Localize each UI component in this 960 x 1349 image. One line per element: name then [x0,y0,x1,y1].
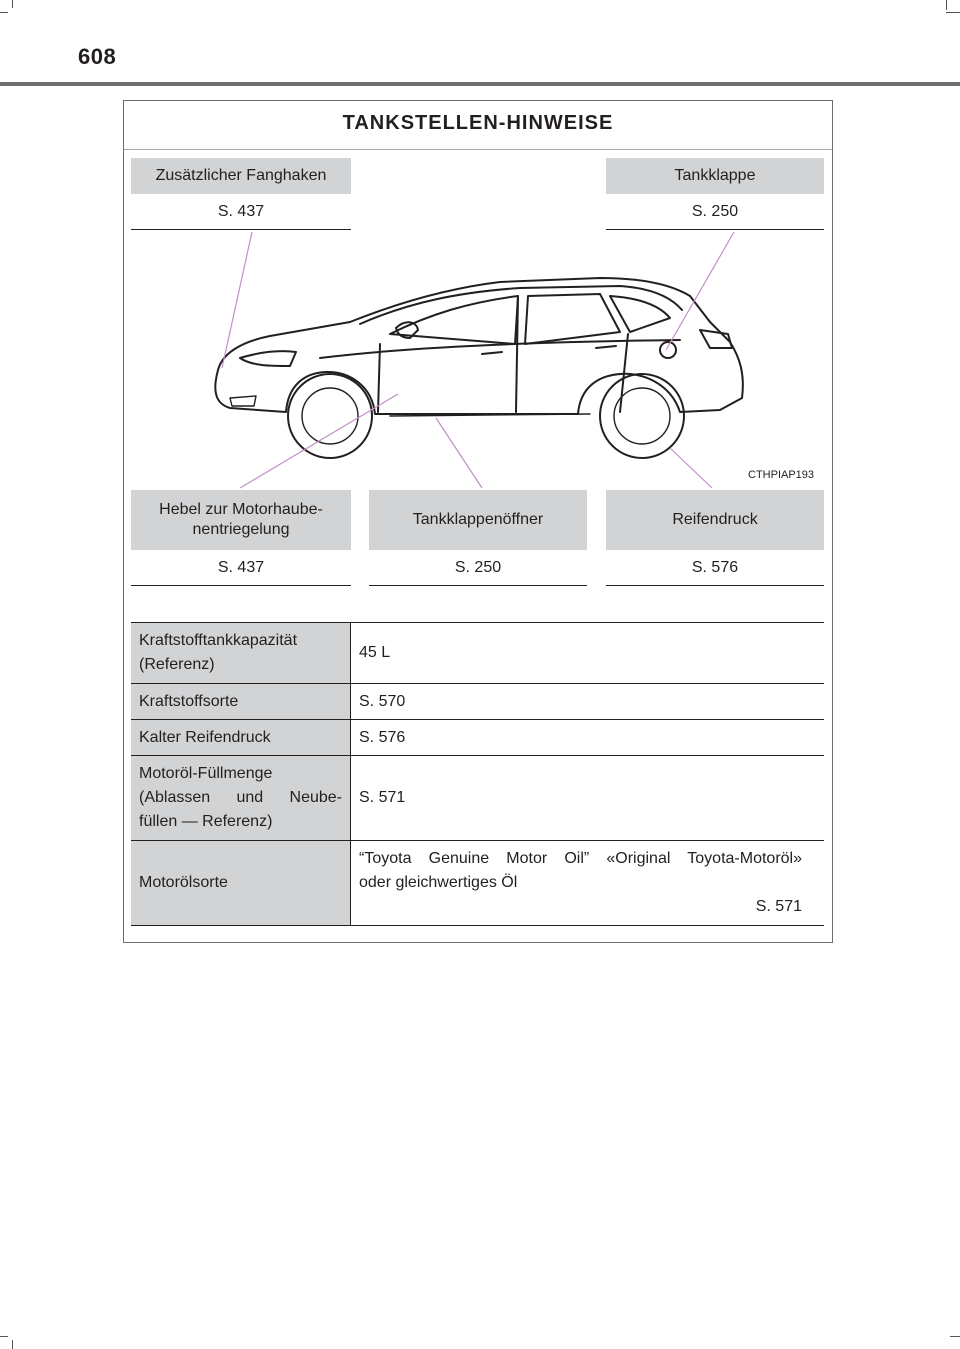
spec-label-oil-capacity-line3: füllen — Referenz) [139,813,273,830]
spec-label-oil-capacity-line1: Motoröl-Füllmenge [139,765,273,782]
spec-ref-tire-pressure: S. 576 [351,720,825,756]
table-row [131,684,824,720]
spec-label-capacity-line2: (Referenz) [139,656,215,673]
spec-value-oil-type [351,841,825,926]
section-title: TANKSTELLEN-HINWEISE [124,101,832,150]
figure-code: CTHPIAP193 [748,469,815,481]
spec-label-oil-type: Motorölsorte [131,841,351,926]
spec-ref-oil-type: S. 571 [755,898,802,915]
spec-ref-oil-capacity: S. 571 [351,756,825,841]
callout-label-hood-release-line1: Hebel zur Motorhaube- [159,501,323,518]
table-row [131,841,824,926]
callout-ref-hood-release: S. 437 [131,550,351,586]
callout-label-hook: Zusätzlicher Fanghaken [131,158,351,194]
spec-value-capacity: 45 L [351,623,825,684]
spec-label-oil-capacity-line2: (Ablassen und Neube- [139,789,342,806]
crop-mark [12,1340,13,1349]
table-row [131,623,824,684]
callout-label-fuel-door-opener: Tankklappenöffner [369,490,587,550]
spec-label-tire-pressure: Kalter Reifendruck [131,720,351,756]
spec-label-oil-capacity [131,756,351,841]
callout-ref-tire-pressure: S. 576 [606,550,824,586]
spec-value-oil-type-line2: oder gleichwertiges Öl [359,874,518,891]
callout-label-fuel-door: Tankklappe [606,158,824,194]
callout-label-hood-release-line2: nentriegelung [192,521,290,538]
page-number: 608 [78,44,117,69]
crop-mark [0,1336,8,1337]
callout-label-hood-release [131,490,351,550]
spec-ref-fuel-type: S. 570 [351,684,825,720]
spec-label-fuel-type: Kraftstoffsorte [131,684,351,720]
crop-mark [950,1336,960,1337]
callout-ref-fuel-door: S. 250 [606,194,824,230]
table-row [131,756,824,841]
spec-label-capacity [131,623,351,684]
callout-label-tire-pressure: Reifendruck [606,490,824,550]
spec-value-oil-type-line1: “Toyota Genuine Motor Oil” «Original Toyota-Motoröl» [359,850,802,867]
callout-ref-hook: S. 437 [131,194,351,230]
spec-label-capacity-line1: Kraftstofftankkapazität [139,632,298,649]
callout-ref-fuel-door-opener: S. 250 [369,550,587,586]
spec-table [131,622,824,926]
table-row [131,720,824,756]
